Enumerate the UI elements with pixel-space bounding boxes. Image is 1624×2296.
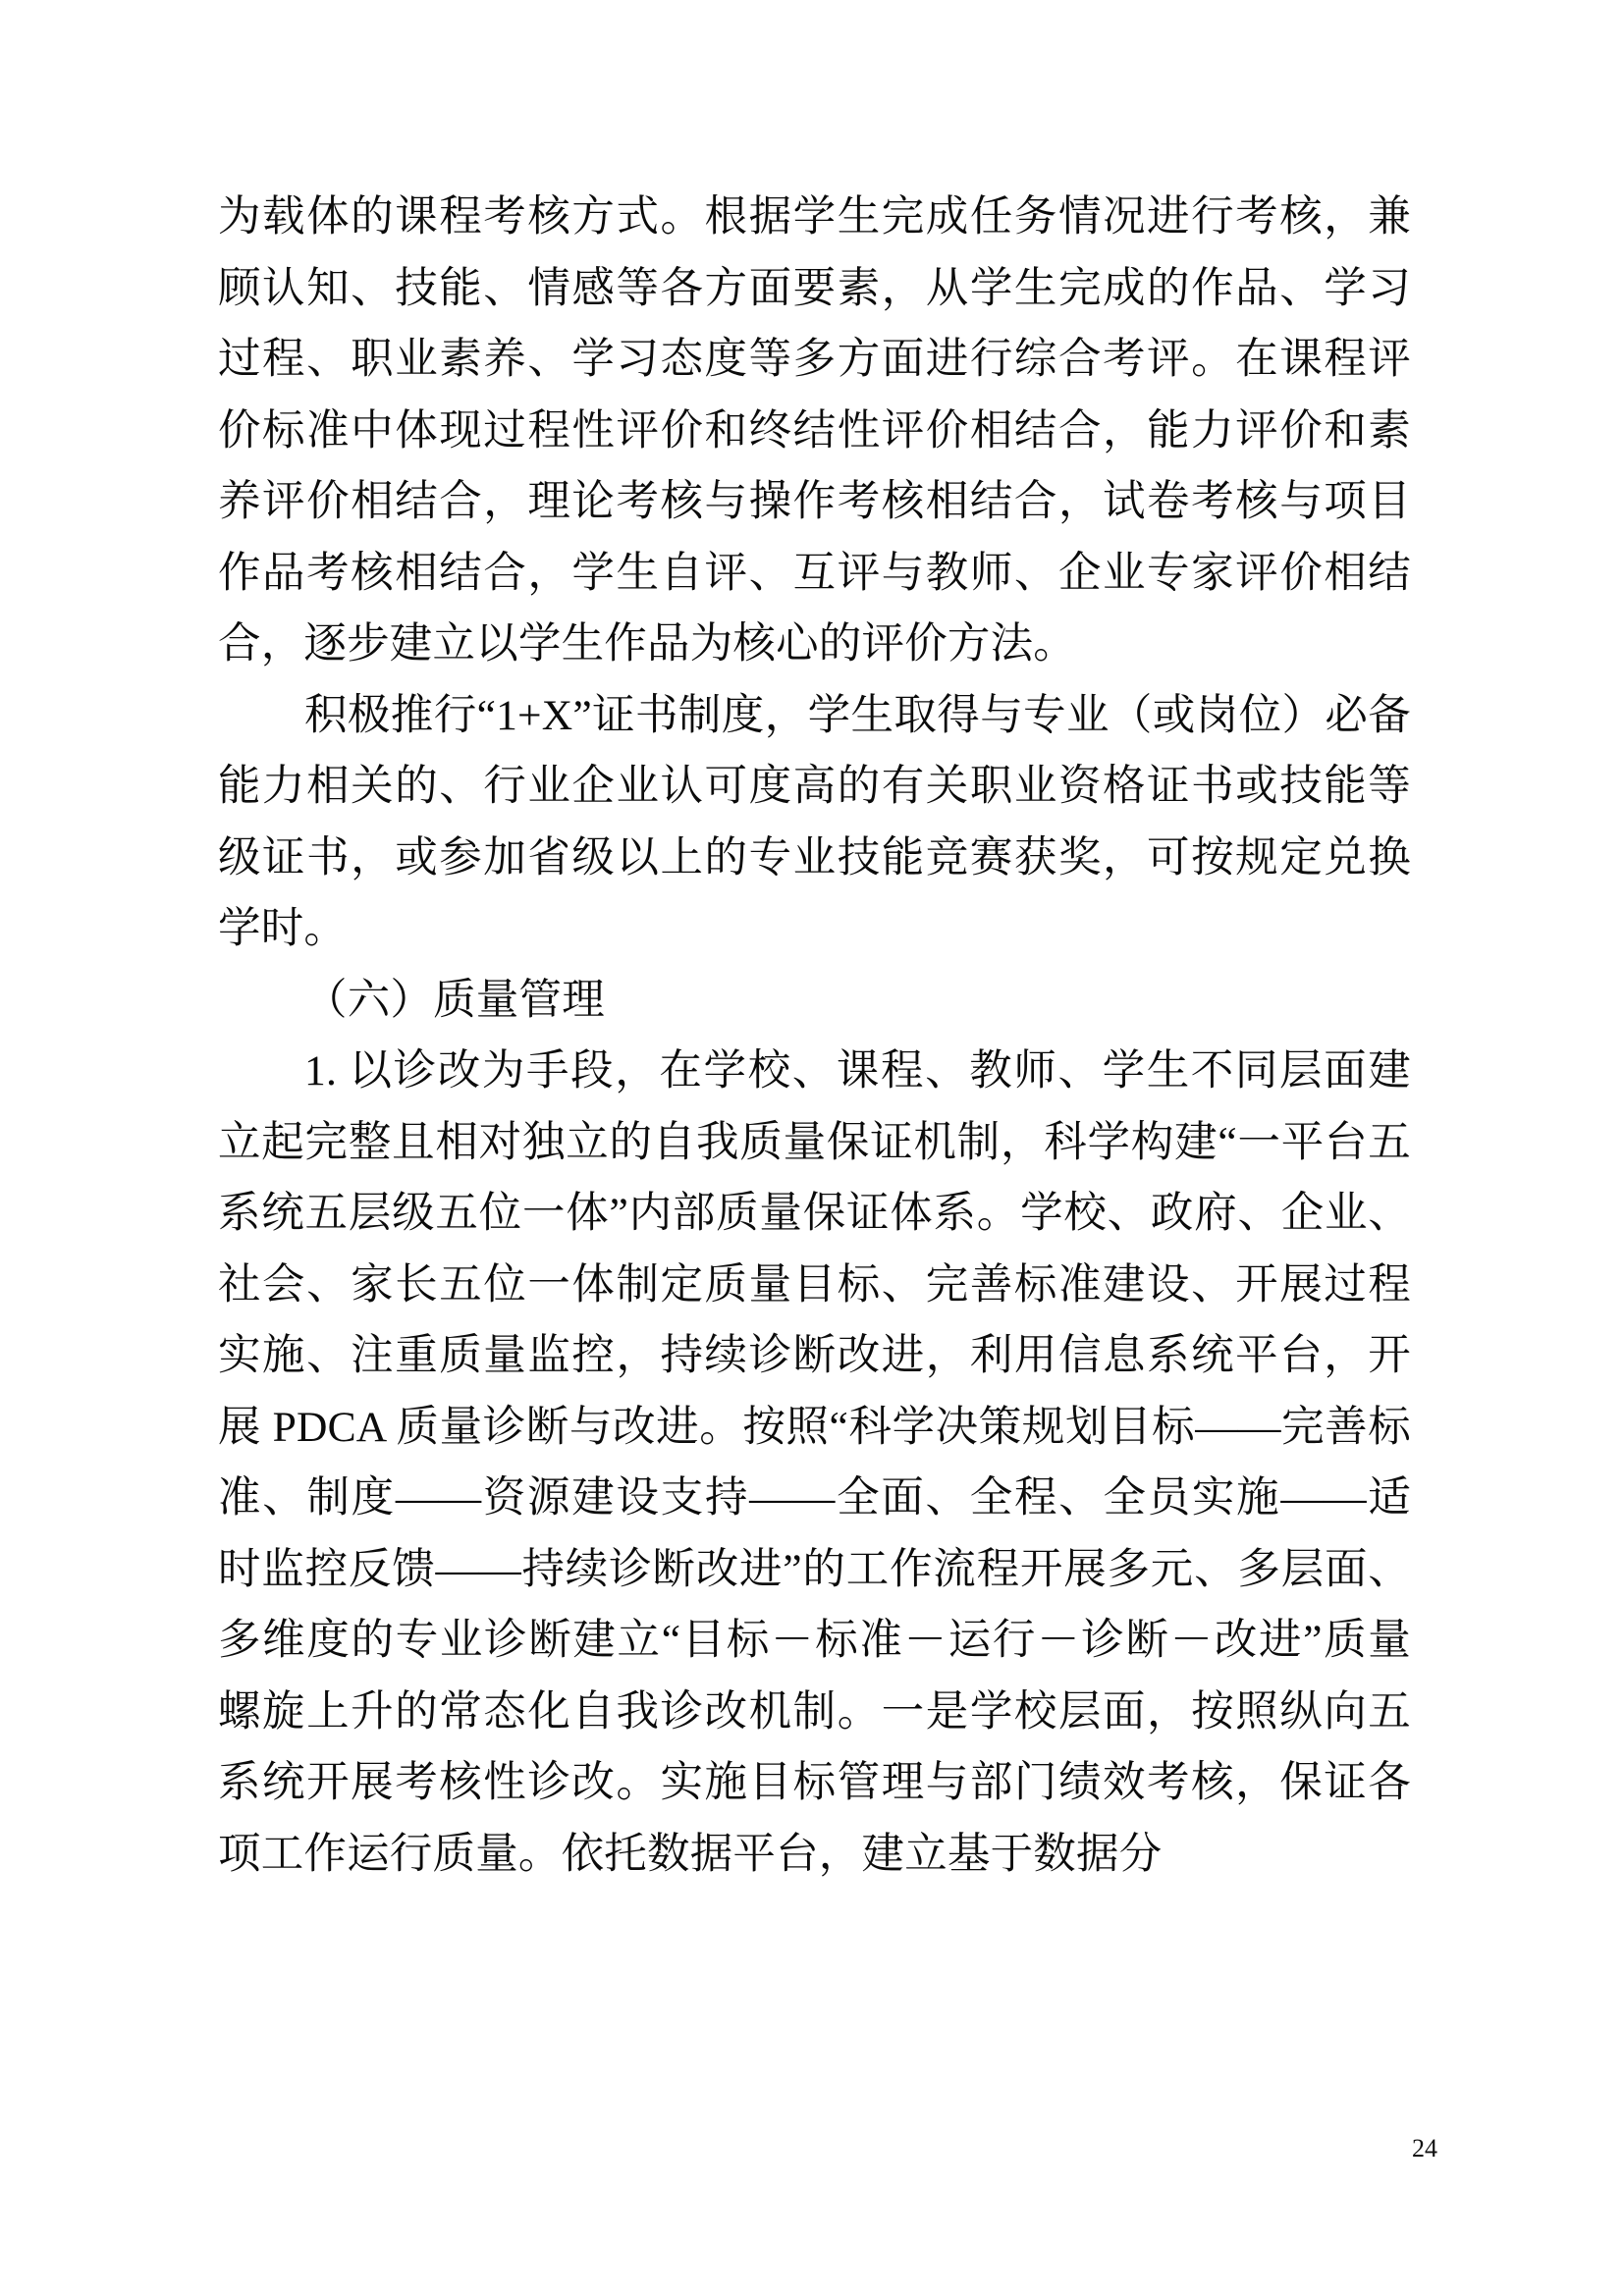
paragraph-2: 积极推行“1+X”证书制度，学生取得与专业（或岗位）必备能力相关的、行业企业认可度高的有关职业资格证书或技能等级证书，或参加省级以上的专业技能竞赛获奖，可按规定兑换学时。 — [218, 691, 1411, 952]
page-body — [218, 182, 1411, 1890]
paragraph-1: 为载体的课程考核方式。根据学生完成任务情况进行考核，兼顾认知、技能、情感等各方面要素，从学生完成的作品、学习过程、职业素养、学习态度等多方面进行综合考评。在课程评价标准中体现过程性评价和终结性评价相结合，能力评价和素养评价相结合，理论考核与操作考核相结合，试卷考核与项目作品考核相结合，学生自评、互评与教师、企业专家评价相结合，逐步建立以学生作品为核心的评价方法。 — [218, 193, 1411, 667]
page-number: 24 — [1412, 2134, 1437, 2163]
paragraph-4: 1. 以诊改为手段，在学校、课程、教师、学生不同层面建立起完整且相对独立的自我质量保证机制，科学构建“一平台五系统五层级五位一体”内部质量保证体系。学校、政府、企业、社会、家长五位一体制定质量目标、完善标准建设、开展过程实施、注重质量监控，持续诊断改进，利用信息系统平台，开展 PDCA 质量诊断与改进。按照“科学决策规划目标——完善标准、制度——资源建设支持——全面、全程、全员实施——适时监控反馈——持续诊断改进”的工作流程开展多元、多层面、多维度的专业诊断建立“目标－标准－运行－诊断－改进”质量螺旋上升的常态化自我诊改机制。一是学校层面，按照纵向五系统开展考核性诊改。实施目标管理与部门绩效考核，保证各项工作运行质量。依托数据平台，建立基于数据分 — [218, 1047, 1411, 1878]
section-heading-quality-management: （六）质量管理 — [304, 976, 605, 1024]
